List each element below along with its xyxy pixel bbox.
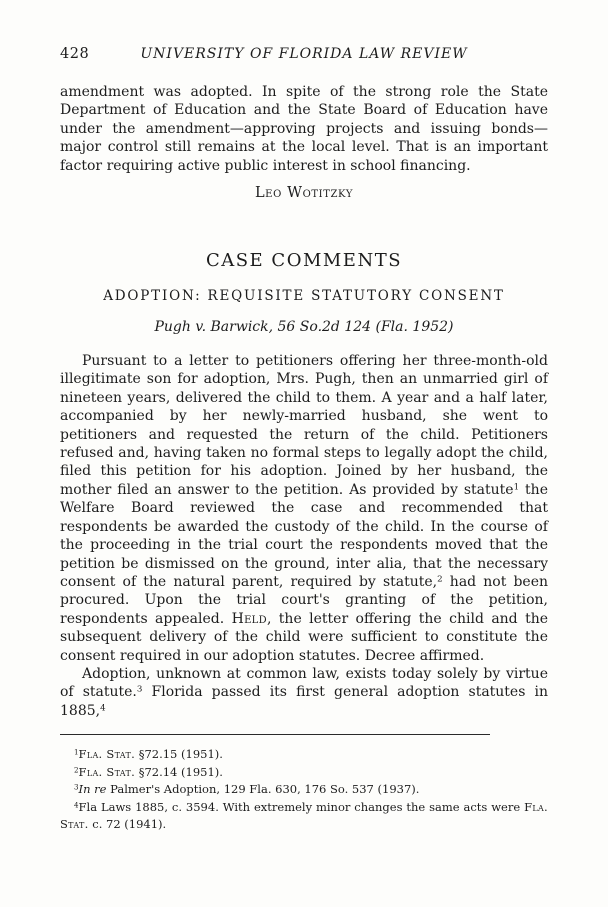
text-run-sc: Held xyxy=(231,610,267,627)
case-citation: Pugh v. Barwick, 56 So.2d 124 (Fla. 1952) xyxy=(154,319,454,336)
text-run-normal: §72.15 (1951). xyxy=(135,747,223,762)
text-run-sup: 1 xyxy=(74,747,79,757)
text-run-normal: Florida passed its first general adoption statutes in 1885, xyxy=(60,684,548,719)
text-run-normal: Adoption, unknown at common law, exists today solely by virtue of statute. xyxy=(60,665,548,701)
text-run-normal: c. 72 (1941). xyxy=(88,817,167,832)
text-run-normal: Pursuant to a letter to petitioners offering her three-month-old illegitimate son for adoption, Mrs. Pugh, then an unmarried girl of nineteen years, delivered the child to them. A year and a half later, accompanied by her newly-married husband, she went to petitioners and requested the return of the child. Petitioners refused and, having taken no formal steps to legally adopt the child, filed this petition for his adoption. Joined by her husband, the mother filed an answer to the petition. As provided by statute xyxy=(60,353,548,498)
footnotes-section xyxy=(60,746,548,834)
text-run-sup: 2 xyxy=(74,765,79,775)
text-run-sup: 2 xyxy=(437,574,443,585)
text-run-sc: Fla. Stat. xyxy=(78,764,136,779)
text-run-sup: 4 xyxy=(74,800,79,810)
text-run-sc: Fla. Stat. xyxy=(60,799,548,832)
text-run-italic: In re xyxy=(78,782,107,797)
footnote-2 xyxy=(60,764,548,782)
text-run-normal: the Welfare Board reviewed the case and recommended that respondents be awarded the custody of the child. In the course of the proceeding in the trial court the respondents moved that the petition be dismissed on the ground, inter alia, that the necessary consent of the natural parent, required by statute, xyxy=(60,481,548,590)
footnote-4 xyxy=(60,799,548,834)
text-run-normal: Palmer's Adoption, 129 Fla. 630, 176 So. 537 (1937). xyxy=(106,782,420,797)
author-signature: Leo Wotitzky xyxy=(254,185,354,202)
case-comment-paragraph xyxy=(60,352,548,665)
footnote-3 xyxy=(60,781,548,799)
text-run-sc: Fla. Stat. xyxy=(78,747,136,762)
page-number: 428 xyxy=(60,46,90,62)
footnote-separator-rule xyxy=(60,734,490,735)
running-header xyxy=(60,45,548,64)
text-run-sup: 3 xyxy=(136,685,143,696)
text-run-sup: 3 xyxy=(74,782,79,792)
text-run-normal: §72.14 (1951). xyxy=(135,764,223,779)
comment-title: ADOPTION: REQUISITE STATUTORY CONSENT xyxy=(103,288,505,305)
footnote-1 xyxy=(60,746,548,764)
journal-title: UNIVERSITY OF FLORIDA LAW REVIEW xyxy=(140,46,468,62)
text-run-normal: , the letter offering the child and the subsequent delivery of the child were sufficient to constitute the consent required in our adoption statutes. Decree affirmed. xyxy=(60,610,548,664)
case-comment-paragraph xyxy=(60,665,548,720)
text-run-normal: had not been procured. Upon the trial court's granting of the petition, respondents appealed. xyxy=(60,573,548,627)
section-heading: CASE COMMENTS xyxy=(205,250,403,272)
text-run-normal: Fla Laws 1885, c. 3594. With extremely minor changes the same acts were xyxy=(78,799,525,814)
text-run-sup: 4 xyxy=(100,703,106,714)
text-run-sup: 1 xyxy=(513,482,520,493)
survey-closing-paragraph: amendment was adopted. In spite of the strong role the State Department of Education and the State Board of Education have under the amendment—approving projects and issuing bonds—major control still remains at the local level. That is an important factor requiring active public interest in school financing. xyxy=(60,84,548,174)
